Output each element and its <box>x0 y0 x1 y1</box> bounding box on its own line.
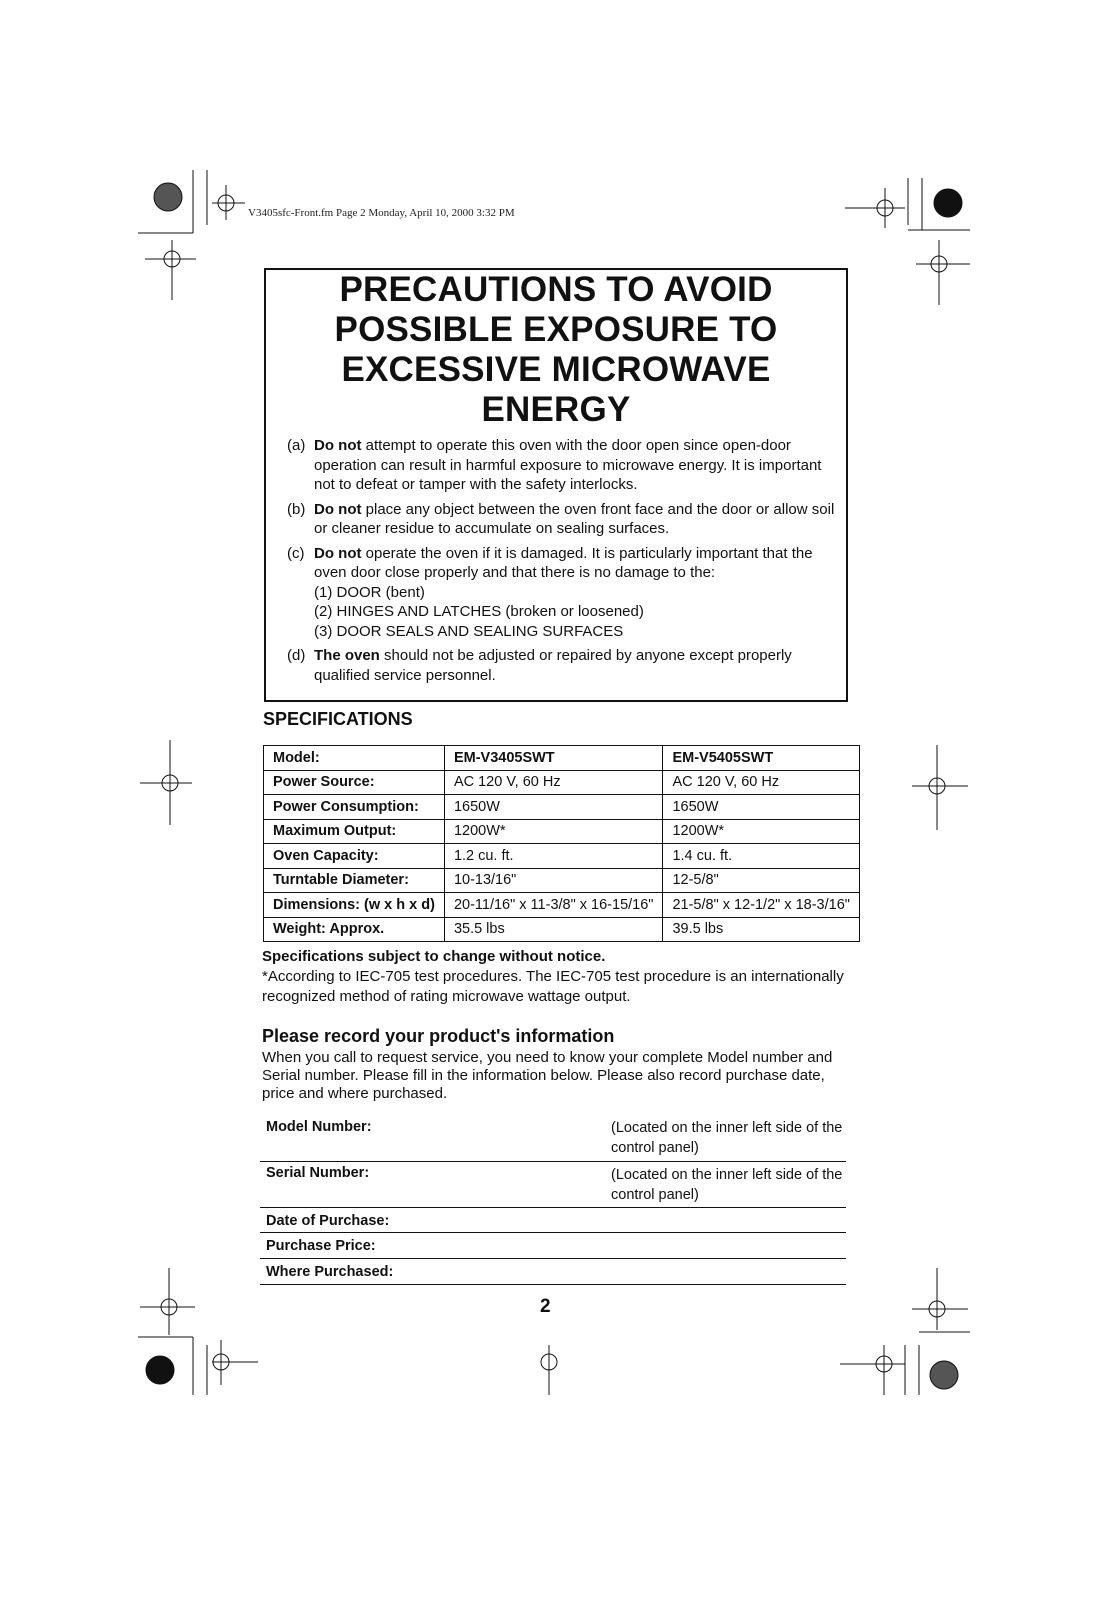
form-row-where-purchased[interactable]: Where Purchased: <box>260 1259 846 1285</box>
specifications-note: Specifications subject to change without notice. *According to IEC-705 test procedures. The IEC-705 test procedure is an internationally recognized method of rating microwave wattage output. <box>262 948 844 1005</box>
warning-item-c: (c) Do not operate the oven if it is damaged. It is particularly important that the oven door close properly and that there is no damage to the: (1) DOOR (bent) (2) HINGES AND LATCHES (broken or loosened) (3) DOOR SEALS AND SEALING SURFACES <box>287 544 813 640</box>
spec-label: Oven Capacity: <box>264 844 445 869</box>
spec-row <box>264 746 860 771</box>
spec-row <box>264 770 860 795</box>
spec-value: EM-V3405SWT <box>444 746 663 771</box>
spec-row <box>264 795 860 820</box>
spec-row <box>264 917 860 942</box>
spec-value: AC 120 V, 60 Hz <box>444 770 663 795</box>
warning-items <box>287 436 839 690</box>
spec-value: 1200W* <box>444 819 663 844</box>
spec-value: 35.5 lbs <box>444 917 663 942</box>
spec-row <box>264 844 860 869</box>
spec-label: Power Consumption: <box>264 795 445 820</box>
specifications-table <box>263 745 860 942</box>
spec-value: 1.2 cu. ft. <box>444 844 663 869</box>
form-row-serial-number[interactable]: Serial Number: (Located on the inner left side of the control panel) <box>260 1162 846 1208</box>
warning-item-b: (b) Do not place any object between the oven front face and the door or allow soil or cleaner residue to accumulate on sealing surfaces. <box>287 500 835 537</box>
file-info-header: V3405sfc-Front.fm Page 2 Monday, April 10, 2000 3:32 PM <box>248 207 515 219</box>
spec-value: 1650W <box>663 795 859 820</box>
form-row-purchase-price[interactable]: Purchase Price: <box>260 1233 846 1259</box>
specifications-heading: SPECIFICATIONS <box>263 709 413 729</box>
spec-value: 1200W* <box>663 819 859 844</box>
spec-value: 10-13/16" <box>444 868 663 893</box>
spec-label: Turntable Diameter: <box>264 868 445 893</box>
warning-title: PRECAUTIONS TO AVOID POSSIBLE EXPOSURE TO EXCESSIVE MICROWAVE ENERGY <box>334 270 778 429</box>
spec-row <box>264 819 860 844</box>
spec-label: Weight: Approx. <box>264 917 445 942</box>
product-info-form <box>260 1115 846 1285</box>
warning-item-a: (a) Do not attempt to operate this oven with the door open since open-door operation can result in harmful exposure to microwave energy. It is important not to defeat or tamper with the safety interlocks. <box>287 437 822 493</box>
spec-value: 12-5/8" <box>663 868 859 893</box>
warning-item-d: (d) The oven should not be adjusted or repaired by anyone except properly qualified service personnel. <box>287 647 792 684</box>
spec-value: EM-V5405SWT <box>663 746 859 771</box>
spec-label: Power Source: <box>264 770 445 795</box>
form-row-model-number[interactable]: Model Number: (Located on the inner left side of the control panel) <box>260 1115 846 1162</box>
spec-label: Dimensions: (w x h x d) <box>264 893 445 918</box>
record-heading: Please record your product's information <box>262 1026 615 1046</box>
record-instructions: When you call to request service, you need to know your complete Model number and Serial number. Please fill in the information below. Please also record purchase date, price and where purchased. <box>262 1049 833 1102</box>
spec-row <box>264 893 860 918</box>
spec-value: 1650W <box>444 795 663 820</box>
spec-value: 21-5/8" x 12-1/2" x 18-3/16" <box>663 893 859 918</box>
page-number: 2 <box>540 1296 551 1317</box>
spec-value: 1.4 cu. ft. <box>663 844 859 869</box>
spec-label: Model: <box>264 746 445 771</box>
spec-value: AC 120 V, 60 Hz <box>663 770 859 795</box>
spec-value: 20-11/16" x 11-3/8" x 16-15/16" <box>444 893 663 918</box>
spec-label: Maximum Output: <box>264 819 445 844</box>
spec-value: 39.5 lbs <box>663 917 859 942</box>
form-row-date-of-purchase[interactable]: Date of Purchase: <box>260 1208 846 1233</box>
spec-row <box>264 868 860 893</box>
